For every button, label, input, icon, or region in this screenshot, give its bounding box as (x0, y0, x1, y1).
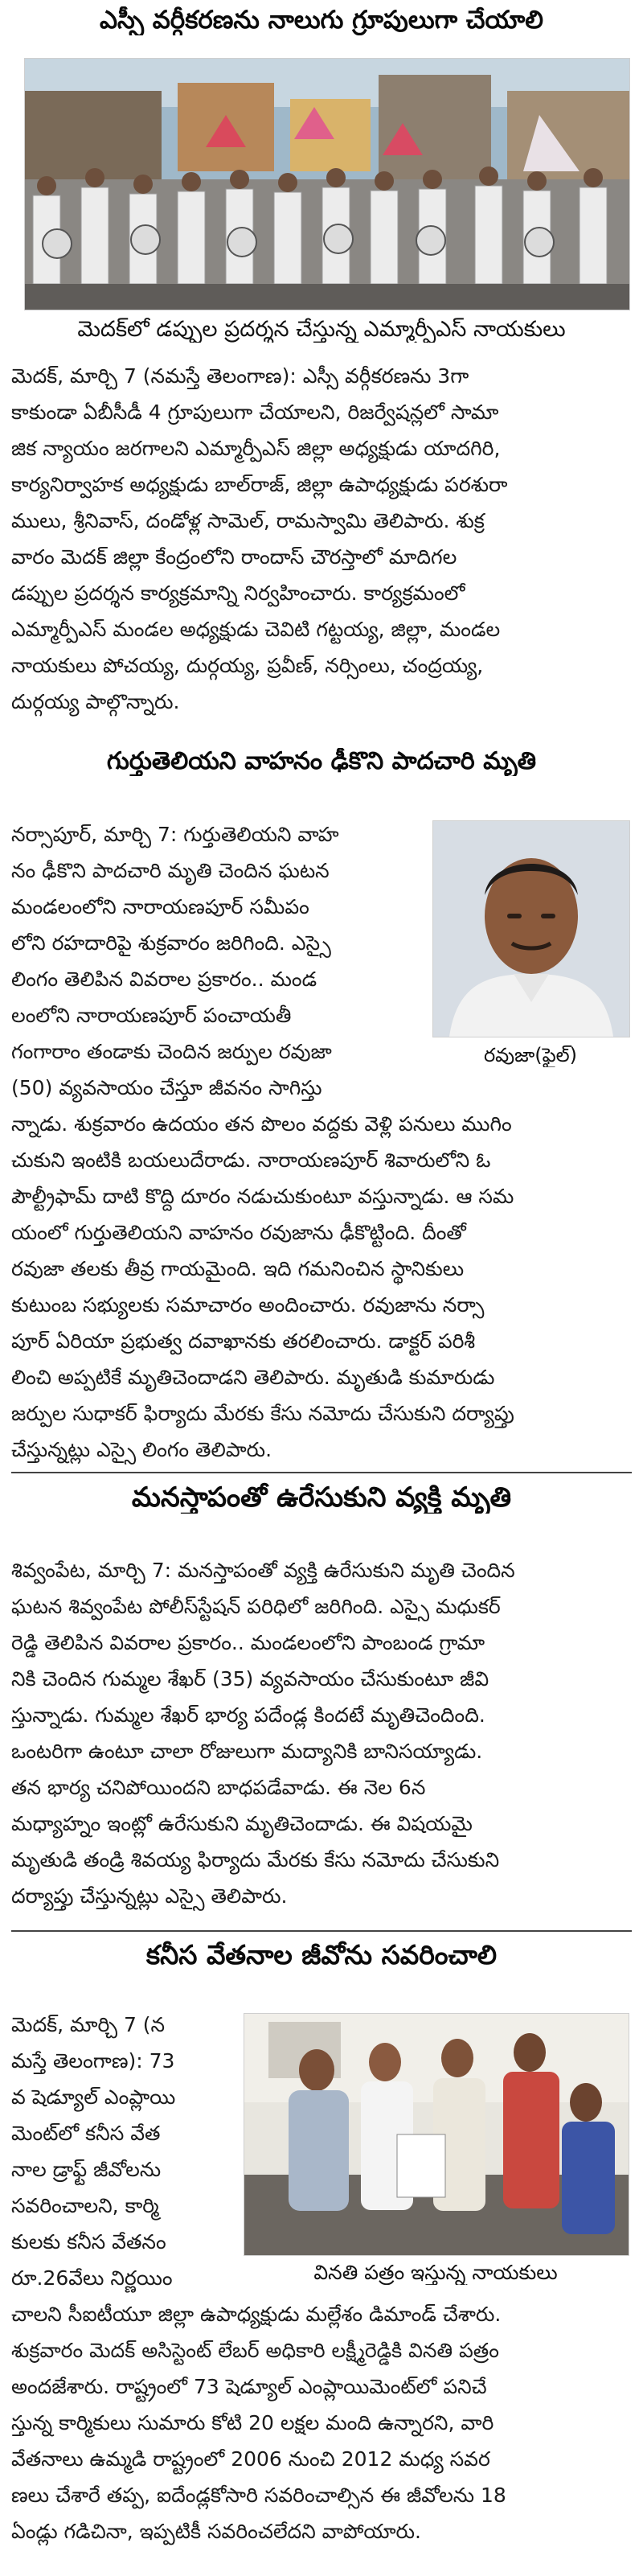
article3-body-line: స్తున్నాడు. గుమ్మల శేఖర్ భార్య పదేండ్ల కిందటే మృతిచెందింది. (11, 1703, 485, 1727)
article4-body-line: ణలు చేశారే తప్ప, ఐదేండ్లకోసారి సవరించాల్సిన ఈ జీవోలను 18 (11, 2484, 506, 2507)
article2-photo (432, 820, 630, 1037)
article3-body-line: దర్యాప్తు చేస్తున్నట్లు ఎస్సై తెలిపారు. (11, 1884, 288, 1908)
article3-body-line: మృతుడి తండ్రి శివయ్య ఫిర్యాదు మేరకు కేసు నమోదు చేసుకుని (11, 1848, 500, 1871)
article3-body-line: ఒంటరిగా ఉంటూ చాలా రోజులుగా మద్యానికి బానిసయ్యాడు. (11, 1740, 483, 1763)
article3-body-line: శివ్వంపేట, మార్చి 7: మనస్తాపంతో వ్యక్తి ఉరేసుకుని మృతి చెందిన (11, 1559, 515, 1582)
article4-body-line: కులకు కనీస వేతనం (11, 2230, 166, 2253)
article2-body-line: కుటుంబ సభ్యులకు సమాచారం అందించారు. రవుజాను నర్సా (11, 1293, 485, 1317)
article2-body-line: లింగం తెలిపిన వివరాల ప్రకారం.. మండ (11, 968, 317, 991)
article3-body (11, 1552, 632, 1914)
article4-body-line: చాలని సీఐటీయూ జిల్లా ఉపాధ్యక్షుడు మల్లేశం డిమాండ్ చేశారు. (11, 2303, 502, 2326)
article4-body-wide (11, 2296, 632, 2549)
article1-caption: మెదక్‌లో డప్పుల ప్రదర్శన చేస్తున్న ఎమ్మార్పీఎస్ నాయకులు (77, 317, 566, 342)
article2-body-line: నం ఢీకొని పాదచారి మృతి చెందిన ఘటన (11, 859, 330, 882)
article4-body-line: నాల డ్రాఫ్ట్ జీవోలను (11, 2158, 162, 2181)
article1-body-line: డప్పుల ప్రదర్శన కార్యక్రమాన్ని నిర్వహించారు. కార్యక్రమంలో (11, 581, 465, 605)
article2-body-line: పూర్ ఏరియా ప్రభుత్వ దవాఖానకు తరలించారు. డాక్టర్ పరిశీ (11, 1329, 476, 1353)
article2-body-line: గంగారాం తండాకు చెందిన జర్పుల రవుజా (11, 1040, 332, 1063)
article2-caption: రవుజా(ఫైల్) (483, 1044, 578, 1066)
article1-body-line: జిక న్యాయం జరగాలని ఎమ్మార్పీఎస్ జిల్లా అధ్యక్షుడు యాదగిరి, (11, 437, 501, 460)
article1-body (11, 358, 632, 720)
article4-headline: కనీస వేతనాల జీవోను సవరించాలి (145, 1940, 498, 1970)
article2-body-line: లోని రహదారిపై శుక్రవారం జరిగింది. ఎస్సై (11, 931, 331, 955)
article4-body-line: మస్తే తెలంగాణ): 73 (11, 2049, 175, 2073)
article4-body-line: అందజేశారు. రాష్ట్రంలో 73 షెడ్యూల్ ఎంప్లాయిమెంట్‌లో పనిచే (11, 2375, 487, 2398)
article2-body-wide (11, 1106, 632, 1468)
portrait-photo (433, 821, 629, 1037)
article3-headline: మనస్తాపంతో ఉరేసుకుని వ్యక్తి మృతి (131, 1482, 512, 1514)
article4-caption: వినతి పత్రం ఇస్తున్న నాయకులు (313, 2261, 558, 2284)
article3-body-line: మధ్యాహ్నం ఇంట్లో ఉరేసుకుని మృతిచెందాడు. ఈ విషయమై (11, 1812, 473, 1835)
article4-body-line: మెదక్, మార్చి 7 (న (11, 2013, 166, 2036)
article2-body-line: రవుజా తలకు తీవ్ర గాయమైంది. ఇది గమనించిన స్థానికులు (11, 1257, 465, 1280)
article4-body-line: రూ.26వేలు నిర్ణయిం (11, 2266, 173, 2290)
article1-body-line: మెదక్, మార్చి 7 (నమస్తే తెలంగాణ): ఎస్సీ వర్గీకరణను 3గా (11, 364, 469, 388)
article2-body-line: యంలో గుర్తుతెలియని వాహనం రవుజాను ఢీకొట్టింది. దీంతో (11, 1221, 466, 1244)
article4-body-line: మెంట్‌లో కనీస వేత (11, 2122, 161, 2145)
article2-body-line: నర్సాపూర్, మార్చి 7: గుర్తుతెలియని వాహ (11, 823, 339, 846)
memorandum-handover-photo (244, 2014, 629, 2255)
article1-body-line: ఎమ్మార్పీఎస్ మండల అధ్యక్షుడు చెవిటి గట్టయ్య, జిల్లా, మండల (11, 618, 501, 641)
section-divider (11, 1472, 632, 1473)
article3-body-line: నికి చెందిన గుమ్మల శేఖర్ (35) వ్యవసాయం చేసుకుంటూ జీవి (11, 1667, 489, 1691)
article4-body-line: సవరించాలని, కార్మి (11, 2194, 159, 2217)
article1-body-line: వారం మెదక్ జిల్లా కేంద్రంలోని రాందాస్ చౌరస్తాలో మాదిగల (11, 545, 457, 569)
article4-photo (244, 2013, 629, 2256)
article2-body-line: న్నాడు. శుక్రవారం ఉదయం తన పొలం వద్దకు వెళ్లి పనులు ముగిం (11, 1112, 512, 1136)
article2-body-line: (50) వ్యవసాయం చేస్తూ జీవనం సాగిస్తు (11, 1076, 322, 1099)
article2-body-line: జర్పుల సుధాకర్ ఫిర్యాదు మేరకు కేసు నమోదు చేసుకుని దర్యాప్తు (11, 1402, 514, 1425)
article2-body-line: చేస్తున్నట్లు ఎస్సై లింగం తెలిపారు. (11, 1438, 272, 1461)
article2-body-line: లంలోని నారాయణపూర్ పంచాయతీ (11, 1004, 292, 1027)
article1-photo (24, 58, 630, 310)
article2-body-narrow (11, 816, 417, 1106)
article1-body-line: నాయకులు పోచయ్య, దుర్గయ్య, ప్రవీణ్, నర్సింలు, చంద్రయ్య, (11, 654, 484, 677)
article1-body-line: ములు, శ్రీనివాస్, దండోళ్ల సామెల్, రామస్వామి తెలిపారు. శుక్ర (11, 509, 485, 532)
article4-body-line: వేతనాలు ఉమ్మడి రాష్ట్రంలో 2006 నుంచి 2012 మధ్య సవర (11, 2447, 490, 2471)
article2-body-line: చుకుని ఇంటికి బయలుదేరాడు. నారాయణపూర్ శివారులోని ఓ (11, 1148, 491, 1172)
article2-body-line: లించి అప్పటికే మృతిచెందాడని తెలిపారు. మృతుడి కుమారుడు (11, 1366, 495, 1389)
article4-body-line: వ షెడ్యూల్ ఎంప్లాయి (11, 2085, 176, 2109)
article4-body-line: శుక్రవారం మెదక్ అసిస్టెంట్ లేబర్ అధికారి లక్ష్మీరెడ్డికి వినతి పత్రం (11, 2339, 499, 2362)
article2-body-line: పౌల్ట్రీఫామ్ దాటి కొద్ది దూరం నడుచుకుంటూ వస్తున్నాడు. ఆ సమ (11, 1185, 514, 1208)
article1-headline: ఎస్సీ వర్గీకరణను నాలుగు గ్రూపులుగా చేయాలి (99, 6, 544, 35)
article3-body-line: తన భార్య చనిపోయిందని బాధపడేవాడు. ఈ నెల 6న (11, 1776, 426, 1799)
article2-headline: గుర్తుతెలియని వాహనం ఢీకొని పాదచారి మృతి (106, 748, 537, 775)
article1-body-line: దుర్గయ్య పాల్గొన్నారు. (11, 690, 180, 713)
article1-body-line: కార్యనిర్వాహక అధ్యక్షుడు బాల్‌రాజ్, జిల్లా ఉపాధ్యక్షుడు పరశురా (11, 473, 508, 496)
article3-body-line: ఘటన శివ్వంపేట పోలీస్‌స్టేషన్ పరిధిలో జరిగింది. ఎస్సై మధుకర్ (11, 1595, 501, 1618)
article2-body-line: మండలంలోని నారాయణపూర్ సమీపం (11, 895, 309, 918)
drummers-procession-photo (25, 59, 629, 310)
article3-body-line: రెడ్డి తెలిపిన వివరాల ప్రకారం.. మండలంలోని పాంబండ గ్రామా (11, 1631, 485, 1654)
article4-body-narrow (11, 2007, 230, 2296)
section-divider (11, 1930, 632, 1932)
article4-body-line: ఏండ్లు గడిచినా, ఇప్పటికీ సవరించలేదని వాపోయారు. (11, 2520, 421, 2543)
article1-body-line: కాకుండా ఏబీసీడీ 4 గ్రూపులుగా చేయాలని, రిజర్వేషన్లలో సామా (11, 401, 499, 424)
article4-body-line: స్తున్న కార్మికులు సుమారు కోటి 20 లక్షల మంది ఉన్నారని, వారి (11, 2411, 494, 2434)
